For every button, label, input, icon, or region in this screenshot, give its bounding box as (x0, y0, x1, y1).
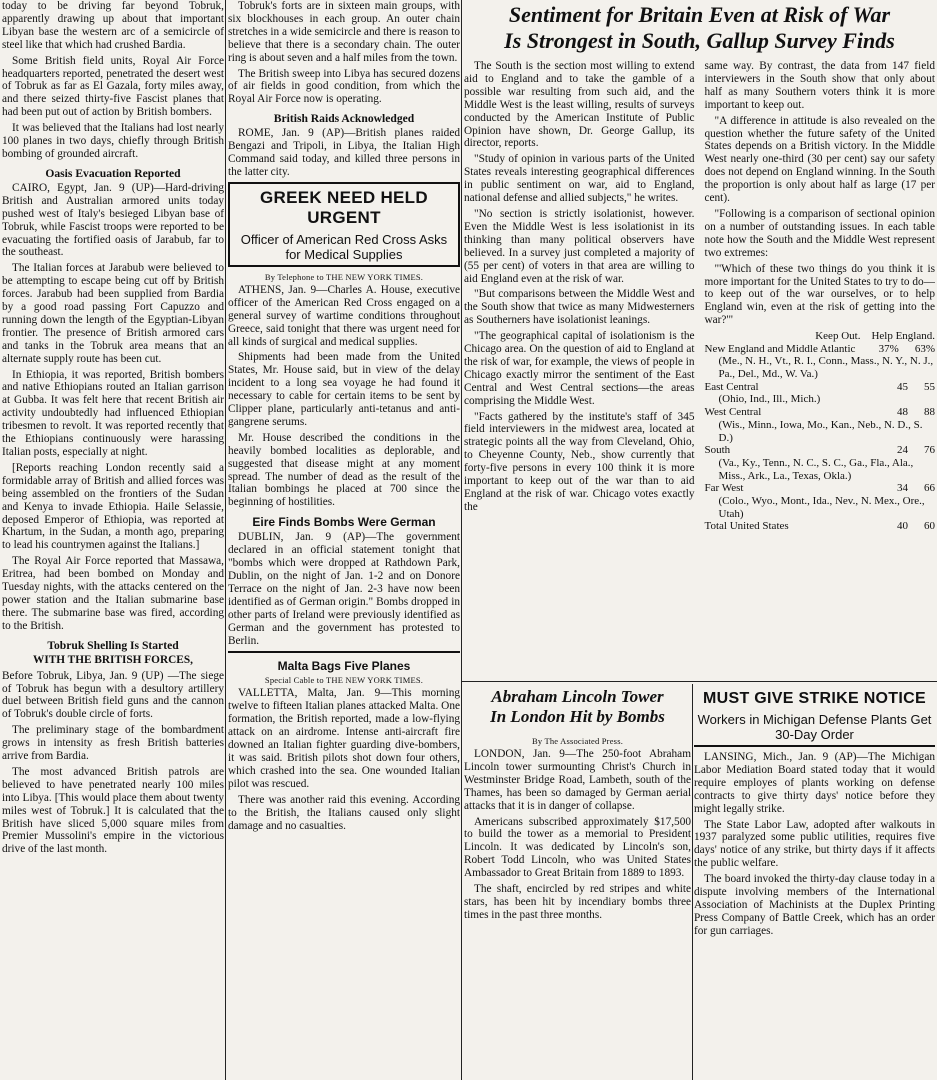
article-paragraph: ROME, Jan. 9 (AP)—British planes raided Bengazi and Tripoli, in Libya, the Italian High Command said today, and killed three persons in the latter city. (228, 127, 460, 178)
article-columns (464, 60, 935, 533)
article-paragraph: The Royal Air Force reported that Massawa, Eritrea, had been bombed on Monday and Tuesday nights, with the attacks centered on the power station and the Italian submarine base there. The submarine base was fired, according to the British. (2, 555, 224, 632)
table-body (705, 343, 936, 534)
keep-out-value: 34 (897, 482, 908, 495)
strike-article (694, 684, 935, 1080)
dateline: WITH THE BRITISH FORCES, (33, 653, 193, 666)
article-paragraph: DUBLIN, Jan. 9 (AP)—The government declared in an official statement tonight that "bombs which were dropped at Rathdown Park, Dublin, on the night of Jan. 1-2 and on Donore Terrace on the night of Jan. 2-3 have now been identified as of German origin." Bombs dropped in other parts of Ireland were previously identified as German and the government has protested to Berlin. (228, 531, 460, 647)
opinion-table (705, 330, 936, 533)
article-paragraph: The State Labor Law, adopted after walkouts in 1937 paralyzed some public utilities, requires five days' notice of any strike, but thirty days if it affects the public welfare. (694, 818, 935, 870)
article-paragraph: "But comparisons between the Middle West and the South show that twice as many Midwesterners as Southerners have isolationist leanings. (464, 288, 695, 327)
article-paragraph: The most advanced British patrols are believed to have penetrated nearly 100 miles into Libya. [This would place them about twenty miles west of Tobruk.] It is calculated that the British have sliced 5,000 square miles from Premier Mussolini's empire in the victorious drive of the last month. (2, 765, 224, 856)
subheading: Eire Finds Bombs Were German (252, 515, 436, 530)
table-row (705, 520, 936, 533)
keep-out-value: 45 (897, 380, 908, 393)
subheadline: Officer of American Red Cross Asks for Medical Supplies (240, 231, 448, 262)
article-paragraph: The Italian forces at Jarabub were believed to be attempting to escape being cut off by British forces. Jarabub had been supplied from Bardia by a good road passing Fort Capuzzo and running down the length of the Egyptian-Libyan frontier. The presence of British armored cars and tanks in the Tobruk area means that an alternate supply route has been cut. (2, 262, 224, 365)
section-rule (462, 681, 937, 682)
article-left-column (464, 60, 695, 533)
article-paragraph: Shipments had been made from the United States, Mr. House said, but in view of the delay incident to a long sea voyage he had found it necessary to cable for certain items to be sent by Clipper plane, particularly anti-tetanus and anti-gangrene serums. (228, 351, 460, 428)
column-rule (692, 684, 693, 1080)
article-paragraph: LONDON, Jan. 9—The 250-foot Abraham Lincoln tower surmounting Christ's Church in Westminster Bridge Road, Lambeth, south of the Thames, has been so damaged by German aerial attacks that it is in danger of collapse. (464, 748, 691, 812)
help-england-value: 63% (914, 342, 935, 355)
article-paragraph: The South is the section most willing to extend aid to England and to take the gamble of a possible war resulting from such aid, and the Middle West is the least willing, results of surveys conducted by the American Institute of Public Opinion have shown, Dr. George Gallup, its director, reports. (464, 60, 695, 150)
article-paragraph: CAIRO, Egypt, Jan. 9 (UP)—Hard-driving British and Australian armored units today pushed west of Italy's besieged Libyan base of Tobruk, while Fascist troops were reported to be evacuating the fortified oasis of Jarabub, far to the southeast. (2, 181, 224, 259)
states-list: (Me., N. H., Vt., R. I., Conn., Mass., N. Y., N. J., Pa., Del., Md., W. Va.) (718, 355, 934, 381)
article-paragraph: The preliminary stage of the bombardment grows in intensity as fresh British batteries arrive from Bardia. (2, 724, 224, 763)
subheading: Malta Bags Five Planes (277, 659, 411, 674)
headline: GREEK NEED HELD URGENT (260, 187, 428, 227)
article-paragraph: ATHENS, Jan. 9—Charles A. House, executive officer of the American Red Cross engaged on a general survey of wartime conditions throughout Greece, said tonight that there was urgent need for all kinds of surgical and medical supplies. (228, 283, 460, 348)
subheading: Tobruk Shelling Is Started (47, 638, 179, 652)
article-paragraph: The board invoked the thirty-day clause today in a dispute involving members of the International Association of Machinists at the Duplex Printing Press Company of Battle Creek, which has an order for gun carriages. (694, 873, 935, 937)
article-paragraph: Before Tobruk, Libya, Jan. 9 (UP) —The siege of Tobruk has begun with a desultory artillery duel between British field guns and the cannon of Tobruk's double circle of forts. (2, 669, 224, 721)
article-paragraph: "The geographical capital of isolationism is the Chicago area. On the question of aid to England at the risk of war, for example, the views of people in Chicago exactly mirror the sentiment of the East Central and West Central sections—the areas comprising the Middle West. (464, 330, 695, 407)
region-label: New England and Middle Atlantic (704, 342, 856, 355)
region-label: East Central (704, 380, 759, 393)
divider (228, 651, 460, 653)
col-header-keep-out: Keep Out. (815, 330, 861, 343)
keep-out-value: 24 (897, 444, 908, 457)
column-war-report (2, 0, 224, 1080)
keep-out-value: 48 (897, 406, 908, 419)
table-row (705, 482, 936, 520)
table-row (705, 343, 936, 381)
article-paragraph: The British sweep into Libya has secured dozens of air fields in good condition, from which the Royal Air Force now is operating. (228, 67, 460, 106)
region-label: West Central (704, 406, 762, 419)
table-row (705, 444, 936, 482)
headline-line-1: Abraham Lincoln Tower (491, 687, 664, 706)
headline-line-2: Is Strongest in South, Gallup Survey Finds (504, 28, 895, 53)
gallup-article (464, 0, 935, 680)
article-paragraph: Mr. House described the conditions in the heavily bombed localities as deplorable, and suggested that disease might at any moment spread. The number of dead as the result of the Italian bombings he placed at 700 since the beginning of hostilities. (228, 431, 460, 509)
states-list: (Colo., Wyo., Mont., Ida., Nev., N. Mex., Ore., Utah) (718, 495, 925, 520)
credit-line: By Telephone to THE NEW YORK TIMES. (264, 271, 424, 282)
help-england-value: 76 (924, 444, 935, 457)
headline-box (694, 686, 935, 747)
headline-line-1: Sentiment for Britain Even at Risk of War (508, 2, 891, 27)
article-paragraph: The shaft, encircled by red stripes and white stars, has been hit by incendiary bombs three times in the past three months. (464, 883, 691, 921)
article-paragraph: same way. By contrast, the data from 147 field interviewers in the South show that only about half as many Southern voters think it is more important to keep out. (704, 60, 935, 111)
article-right-column (705, 60, 936, 533)
subheadline: Workers in Michigan Defense Plants Get 30-Day Order (697, 712, 932, 742)
states-list: (Ohio, Ind., Ill., Mich.) (718, 393, 821, 406)
states-list: (Wis., Minn., Iowa, Mo., Kan., Neb., N. D., S. D.) (718, 418, 923, 444)
keep-out-value: 40 (897, 520, 908, 533)
article-paragraph: Tobruk's forts are in sixteen main groups, with six blockhouses in each group. An outer chain stretches in a wide semicircle and there is reason to believe that there is a secondary chain. The outer ring is about seven and a half miles from the town. (228, 0, 460, 64)
region-label: Total United States (704, 520, 789, 533)
article-paragraph: In Ethiopia, it was reported, British bombers and native Ethiopians routed an Italian garrison at Gubba. It was felt here that recent British air activity undoubtedly had influenced Ethiopian tribesmen to revolt. It was reported recently that the Ethiopians continuously were harassing Italian posts, especially at night. (2, 368, 224, 458)
headline (464, 684, 691, 731)
article-paragraph: Americans subscribed approximately $17,500 to build the tower as a memorial to President Lincoln. It was dedicated by Lincoln's son, Robert Todd Lincoln, who was United States Ambassador to Great Britain from 1889 to 1893. (464, 815, 691, 880)
column-rule (461, 0, 462, 1080)
credit-line: By The Associated Press. (531, 736, 624, 746)
headline-line-2: In London Hit by Bombs (490, 707, 665, 726)
states-list: (Va., Ky., Tenn., N. C., S. C., Ga., Fla., Ala., Miss., Ark., La., Texas, Okla.) (718, 456, 914, 482)
article-paragraph: "A difference in attitude is also revealed on the question whether the future safety of the United States depends on a British victory. In the Middle West nearly one-third (30 per cent) say our safety does not depend on England winning. In the South the proportion is only about half as large (17 per cent). (704, 114, 935, 205)
keep-out-value: 37% (878, 342, 899, 355)
subheading: British Raids Acknowledged (273, 112, 415, 126)
article-paragraph: Some British field units, Royal Air Force headquarters reported, penetrated the desert west of Tobruk as far as El Gazala, forty miles away, and there seized thirty-five Fascist planes that had been put out of action by British bombers. (2, 54, 224, 119)
table-header (705, 330, 936, 343)
article-paragraph: "Facts gathered by the institute's staff of 345 field interviewers in the midwest area, located at strategic points all the way from Cleveland, Ohio, to Cheyenne County, Neb., show currently that forty-five persons in every 100 think it is more important to keep out of the war than to aid England at the risk of war. Chicago votes exactly the (464, 410, 695, 513)
help-england-value: 60 (924, 520, 935, 533)
lincoln-article (464, 684, 691, 1080)
article-paragraph: "Following is a comparison of sectional opinion on a number of outstanding issues. In each table note how the South and the Middle West represent two extremes: (704, 207, 935, 259)
subheading: Oasis Evacuation Reported (45, 166, 181, 180)
help-england-value: 88 (924, 406, 935, 419)
article-paragraph: today to be driving far beyond Tobruk, apparently drawing up about that important Libyan base the western arc of a semicircle of steel like that which had crushed Bardia. (2, 0, 224, 51)
headline-box (228, 182, 460, 267)
article-paragraph: It was believed that the Italians had lost nearly 100 planes in two days, chiefly through British bombing of grounded aircraft. (2, 122, 224, 160)
credit-line: Special Cable to THE NEW YORK TIMES. (264, 675, 424, 686)
region-label: South (704, 444, 731, 457)
help-england-value: 66 (924, 482, 935, 495)
article-paragraph: [Reports reaching London recently said a formidable array of British and allied forces was being assembled on the frontiers of the Sudan and Kenya to invade Ethiopia. Haile Selassie, deposed Emperor of Ethiopia, was reported at Khartum, in the Sudan, a month ago, preparing to lead his countrymen against the Italians.] (2, 461, 224, 552)
table-row (705, 406, 936, 444)
article-paragraph: "Study of opinion in various parts of the United States reveals interesting geographical differences in public sentiment on war, aid to England, national defense and allied subjects," he writes. (464, 153, 695, 205)
article-paragraph: LANSING, Mich., Jan. 9 (AP)—The Michigan Labor Mediation Board stated today that it would require employes of plants working on defense contracts to give thirty days' notice before they might legally strike. (694, 751, 935, 815)
article-paragraph: "No section is strictly isolationist, however. Even the Middle West is less isolationist in its thinking than many political observers have believed. In a survey just completed a majority of (55 per cent) of voters in that area are willing to aid England even at the risk of war. (464, 207, 695, 285)
column-rule (225, 0, 226, 1080)
help-england-value: 55 (924, 380, 935, 393)
article-paragraph: VALLETTA, Malta, Jan. 9—This morning twelve to fifteen Italian planes attacked Malta. One formation, the British reported, made a low-flying attack on an airdrome. Intense anti-aircraft fire downed an Italian fighter guarding dive-bombers, it was said. British pilots shot down four others, which crashed into the sea. One wounded Italian pilot was rescued. (228, 687, 460, 790)
table-row (705, 381, 936, 406)
headline (464, 0, 935, 60)
article-paragraph: There was another raid this evening. According to the British, the Italians caused only slight damage and no casualties. (228, 793, 460, 832)
headline: MUST GIVE STRIKE NOTICE (703, 690, 926, 707)
article-paragraph: "'Which of these two things do you think it is more important for the United States to try to do—to keep out of the war ourselves, or to help England win, even at the risk of getting into the war?'" (704, 262, 935, 327)
col-header-help-england: Help England. (871, 330, 935, 343)
region-label: Far West (704, 482, 744, 495)
column-briefs (228, 0, 460, 1080)
